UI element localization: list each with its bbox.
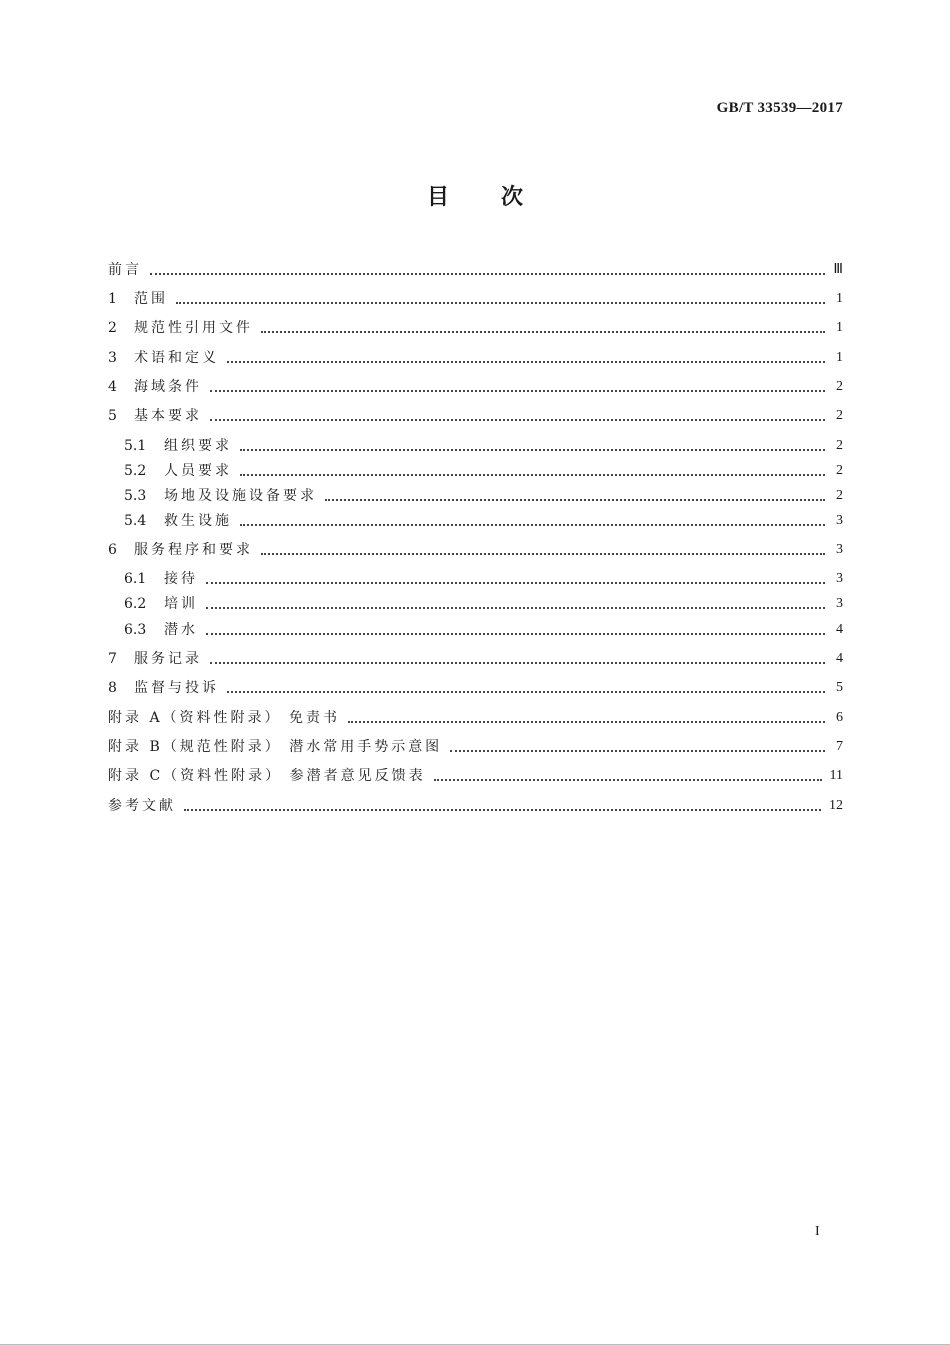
toc-entry-page: 3 <box>836 513 843 528</box>
toc-entry-label: 人员要求 <box>164 463 232 479</box>
toc-entry-page: 2 <box>836 438 843 453</box>
toc-entry-page: 2 <box>836 488 843 503</box>
dot-leader <box>206 581 825 584</box>
toc-entry-number: 6.2 <box>124 596 147 612</box>
toc-entry-label: 参考文献 <box>108 798 176 814</box>
title-char-2: 次 <box>501 185 524 210</box>
toc-entry-label: 前言 <box>108 262 142 278</box>
dot-leader <box>434 778 822 781</box>
toc-entry-label: 接待 <box>164 571 198 587</box>
dot-leader <box>184 808 821 811</box>
toc-entry[interactable] <box>108 315 843 341</box>
toc-entry-label: 附录 C（资料性附录） 参潜者意见反馈表 <box>108 768 426 784</box>
page-number: I <box>815 1224 820 1239</box>
toc-entry-label: 附录 B（规范性附录） 潜水常用手势示意图 <box>108 739 443 755</box>
dot-leader <box>348 720 825 723</box>
toc-entry-number: 5.1 <box>124 438 147 454</box>
toc-entry-number: 5.2 <box>124 463 147 479</box>
toc-entry-number: 6 <box>108 542 117 558</box>
toc-entry-number: 8 <box>108 680 117 696</box>
toc-entry[interactable] <box>108 734 843 760</box>
toc-entry-label: 基本要求 <box>134 408 202 424</box>
toc-entry-page: 1 <box>836 320 843 335</box>
toc-entry[interactable] <box>108 646 843 672</box>
dot-leader <box>325 498 825 501</box>
toc-entry-page: 1 <box>836 291 843 306</box>
dot-leader <box>227 690 825 693</box>
toc-entry-number: 5 <box>108 408 117 424</box>
toc-entry[interactable] <box>108 483 843 509</box>
toc-entry[interactable] <box>108 763 843 789</box>
toc-entry[interactable] <box>108 286 843 312</box>
toc-entry[interactable] <box>108 793 843 819</box>
toc-entry-page: 3 <box>836 571 843 586</box>
toc-entry[interactable] <box>108 566 843 592</box>
dot-leader <box>240 473 825 476</box>
toc-entry-label: 术语和定义 <box>134 350 219 366</box>
standard-code: GB/T 33539—2017 <box>716 100 843 116</box>
toc-entry-number: 3 <box>108 350 117 366</box>
toc-entry-page: 2 <box>836 463 843 478</box>
toc-entry-label: 服务程序和要求 <box>134 542 253 558</box>
toc-entry-page: 6 <box>836 710 843 725</box>
toc-entry-label: 监督与投诉 <box>134 680 219 696</box>
toc-entry-page: 4 <box>836 622 843 637</box>
toc-entry-label: 规范性引用文件 <box>134 320 253 336</box>
dot-leader <box>240 448 825 451</box>
toc-entry-page: 7 <box>836 739 843 754</box>
toc-entry[interactable] <box>108 617 843 643</box>
toc-entry[interactable] <box>108 403 843 429</box>
toc-entry-page: 3 <box>836 542 843 557</box>
dot-leader <box>261 552 825 555</box>
toc-entry-label: 潜水 <box>164 622 198 638</box>
toc-entry-label: 范围 <box>134 291 168 307</box>
toc-entry-label: 救生设施 <box>164 513 232 529</box>
toc-entry[interactable] <box>108 591 843 617</box>
page-title <box>0 180 950 211</box>
toc-entry-number: 6.3 <box>124 622 147 638</box>
toc-entry-number: 2 <box>108 320 117 336</box>
toc-entry-page: 2 <box>836 379 843 394</box>
toc-entry-label: 附录 A（资料性附录） 免责书 <box>108 710 341 726</box>
toc-entry[interactable] <box>108 257 843 283</box>
toc-entry-label: 组织要求 <box>164 438 232 454</box>
toc-entry-number: 1 <box>108 291 117 307</box>
toc-entry[interactable] <box>108 433 843 459</box>
toc-entry[interactable] <box>108 705 843 731</box>
toc-entry-page: 11 <box>829 768 843 783</box>
toc-entry-number: 5.4 <box>124 513 147 529</box>
dot-leader <box>261 330 825 333</box>
toc-entry-page: 12 <box>829 798 843 813</box>
toc-entry[interactable] <box>108 458 843 484</box>
toc-entry-page: 1 <box>836 350 843 365</box>
toc-entry-label: 海域条件 <box>134 379 202 395</box>
toc-entry-page: 2 <box>836 408 843 423</box>
toc-entry[interactable] <box>108 345 843 371</box>
dot-leader <box>240 523 825 526</box>
dot-leader <box>210 661 825 664</box>
toc-entry[interactable] <box>108 508 843 534</box>
toc-entry-page: 5 <box>836 680 843 695</box>
dot-leader <box>227 360 825 363</box>
dot-leader <box>450 749 825 752</box>
dot-leader <box>206 632 825 635</box>
toc-entry-page: 3 <box>836 596 843 611</box>
dot-leader <box>210 389 825 392</box>
toc-entry-label: 培训 <box>164 596 198 612</box>
toc-entry-label: 服务记录 <box>134 651 202 667</box>
toc-entry-number: 4 <box>108 379 117 395</box>
toc-entry[interactable] <box>108 675 843 701</box>
dot-leader <box>176 301 825 304</box>
dot-leader <box>150 272 825 275</box>
dot-leader <box>206 606 825 609</box>
toc-entry-page: Ⅲ <box>833 262 843 277</box>
toc-entry-page: 4 <box>836 651 843 666</box>
toc-entry[interactable] <box>108 537 843 563</box>
toc-entry-number: 6.1 <box>124 571 147 587</box>
title-char-1: 目 <box>426 185 449 210</box>
toc-entry-label: 场地及设施设备要求 <box>164 488 317 504</box>
dot-leader <box>210 418 825 421</box>
toc-entry[interactable] <box>108 374 843 400</box>
toc-entry-number: 5.3 <box>124 488 147 504</box>
toc-entry-number: 7 <box>108 651 117 667</box>
